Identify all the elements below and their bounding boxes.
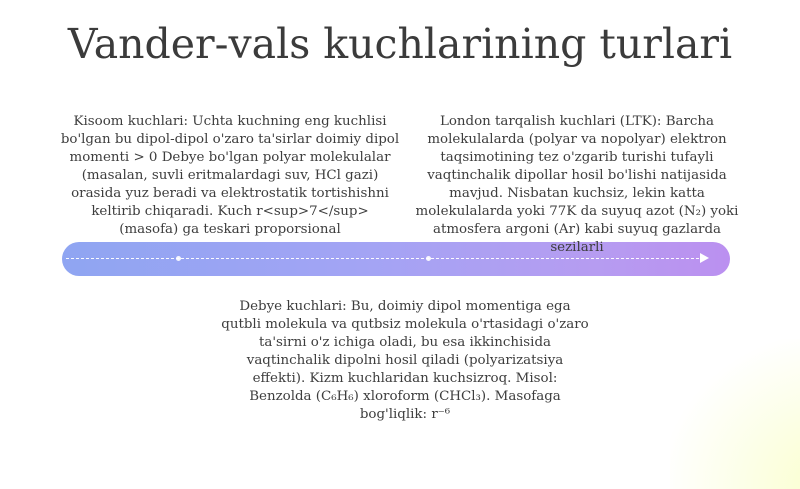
timeline-dashed-line [66, 258, 704, 259]
corner-glow-decoration [670, 339, 800, 489]
timeline-text-debye: Debye kuchlari: Bu, doimiy dipol momentiga ega qutbli molekula va qutbsiz molekula o'rtasidagi o'zaro ta'sirni o'z ichiga oladi, bu esa ikkinchisida vaqtinchalik dipolni hosil qiladi (polyarizatsiya effekti). Kizm kuchlaridan kuchsizroq. Misol: Benzolda (C₆H₆) xloroform (CHCl₃). Masofaga bog'liqlik: r⁻⁶ [221, 299, 589, 422]
timeline-text-london: London tarqalish kuchlari (LTK): Barcha molekulalarda (polyar va nopolyar) elektron taqsimotining tez o'zgarib turishi tufayli vaqtinchalik dipollar hosil bo'lishi natijasida mavjud. Nisbatan kuchsiz, lekin katta molekulalarda yoki 77K da suyuq azot (N₂) yoki atmosfera argoni (Ar) kabi suyuq gazlarda sezilarli [415, 114, 739, 255]
timeline-text-keesom: Kisoom kuchlari: Uchta kuchning eng kuchlisi bo'lgan bu dipol-dipol o'zaro ta'sirlar doimiy dipol momenti > 0 Debye bo'lgan polyar molekulalar (masalan, suvli eritmalardagi suv, HCl gazi) orasida yuz beradi va elektrostatik tortishishni keltirib chiqaradi. Kuch r<sup>7</sup> (masofa) ga teskari proporsional [60, 114, 400, 237]
slide-title: Vander-vals kuchlarining turlari [67, 20, 733, 68]
timeline-dot [176, 256, 181, 261]
